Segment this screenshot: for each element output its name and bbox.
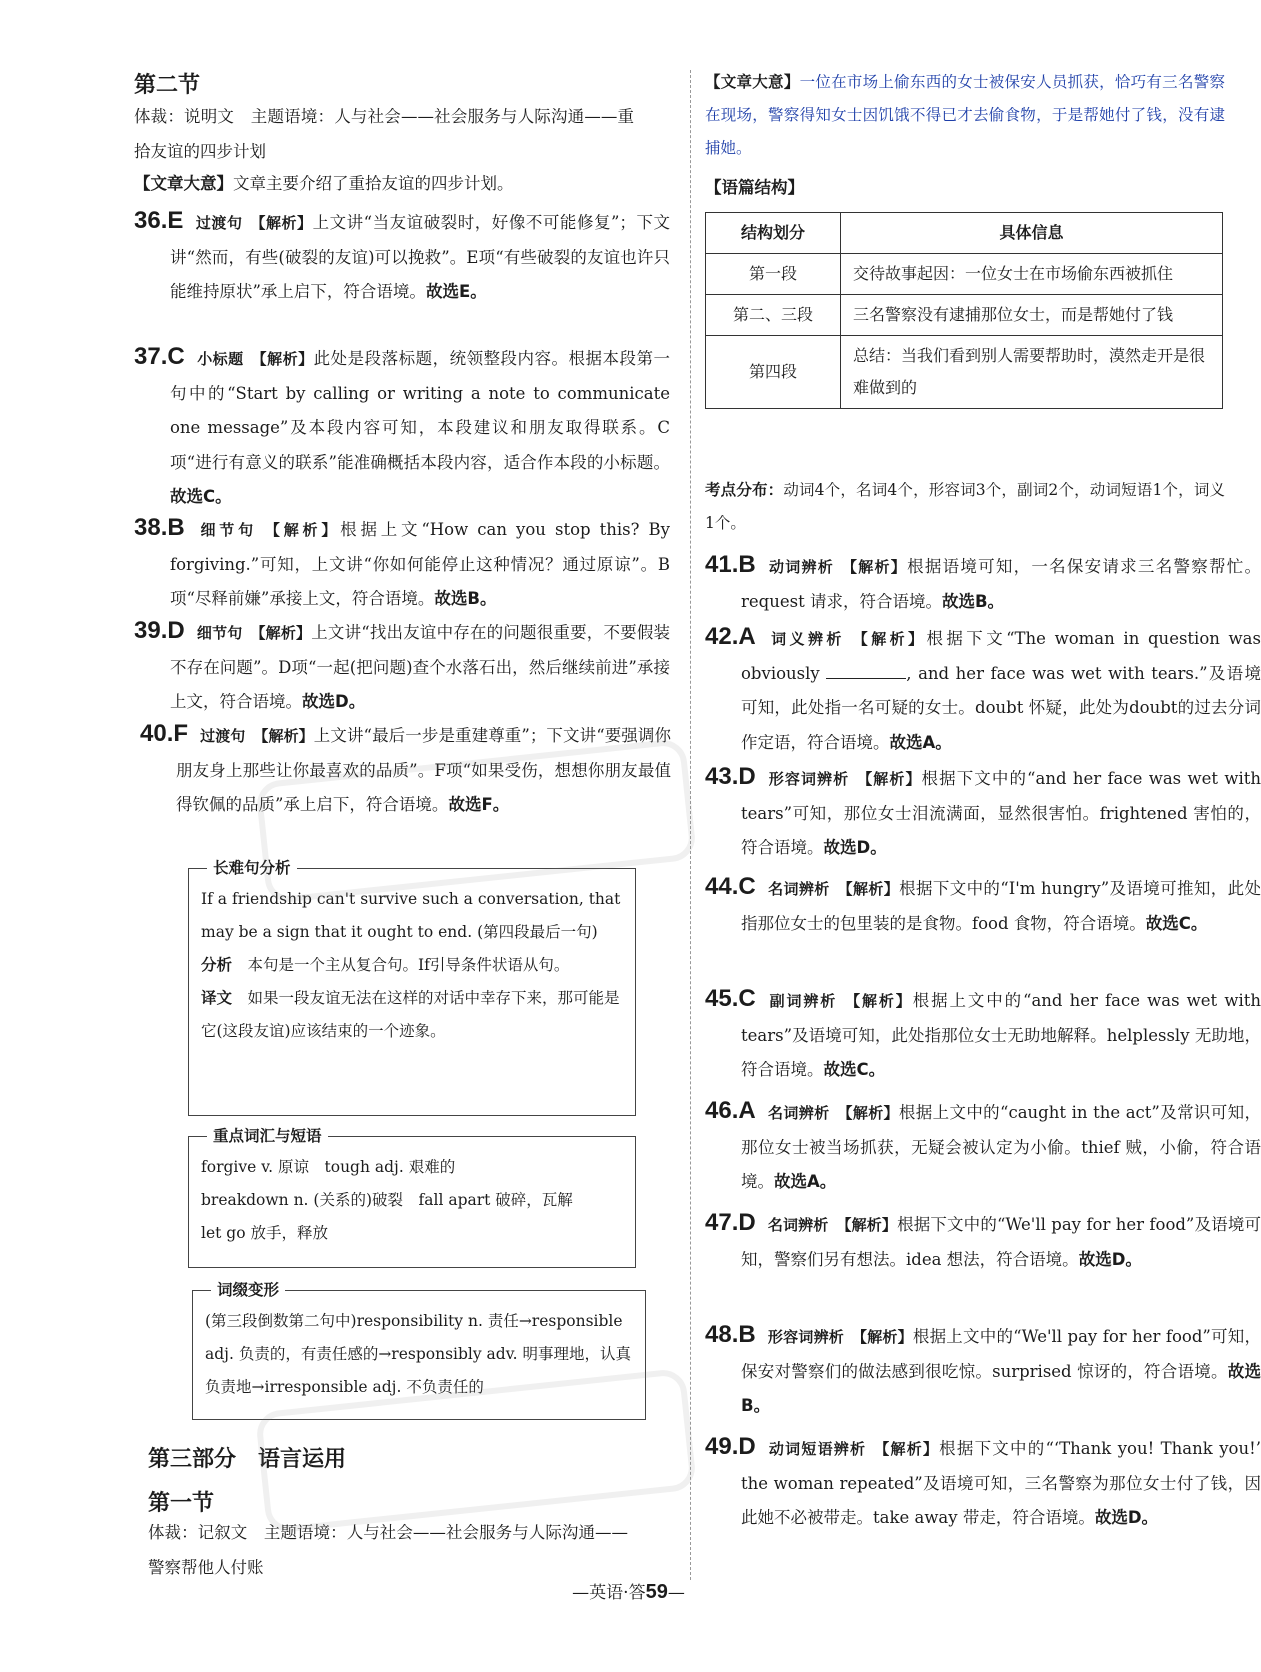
section-genre: 体裁：说明文 主题语境：人与社会——社会服务与人际沟通——重拾友谊的四步计划 bbox=[134, 107, 634, 161]
answer-45 bbox=[705, 982, 1261, 1088]
answer-number: 39.D bbox=[134, 617, 185, 644]
vocab-item: breakdown n. (关系的)破裂 bbox=[201, 1191, 403, 1209]
answer-choice: 故选D。 bbox=[1094, 1508, 1159, 1527]
box-title: 长难句分析 bbox=[207, 856, 297, 878]
question-type: 过渡句 bbox=[195, 214, 243, 232]
analysis-text: 根据下文中的“‘Thank you! Thank you!’ the woman repeated”及语境可知，三名警察为那位女士付了钱，因此她不必被带走。take away 带走，符合语境。 bbox=[741, 1439, 1261, 1527]
analysis-text: 本句是一个主从复合句。If引导条件状语从句。 bbox=[247, 956, 570, 974]
answer-41 bbox=[705, 548, 1261, 619]
summary-tag: 【文章大意】 bbox=[134, 174, 233, 193]
section-title: 第二节 bbox=[134, 73, 201, 98]
analysis-tag: 【解析】 bbox=[264, 521, 341, 539]
vocab-line: let go 放手，释放 bbox=[201, 1224, 328, 1242]
analysis-tag: 【解析】 bbox=[250, 624, 312, 642]
summary-text: 文章主要介绍了重拾友谊的四步计划。 bbox=[233, 174, 514, 193]
answer-number: 37.C bbox=[134, 343, 185, 370]
answer-choice: 故选D。 bbox=[302, 692, 366, 711]
translation-label: 译文 bbox=[201, 989, 233, 1007]
answer-number: 40.F bbox=[140, 720, 189, 747]
test-point-label: 考点分布： bbox=[705, 481, 784, 499]
answer-46 bbox=[705, 1094, 1261, 1200]
blank-line bbox=[826, 664, 906, 679]
analysis-text: 根据下文中的“We'll pay for her food”及语境可知，警察们另有想法。idea 想法，符合语境。 bbox=[741, 1215, 1261, 1269]
table-row bbox=[706, 254, 1223, 295]
analysis-tag: 【解析】 bbox=[251, 350, 314, 368]
answer-number: 43.D bbox=[705, 763, 756, 790]
table-cell: 第一段 bbox=[706, 254, 841, 295]
answer-choice: 故选A。 bbox=[774, 1172, 837, 1191]
section-genre: 体裁：记叙文 主题语境：人与社会——社会服务与人际沟通——警察帮他人付账 bbox=[148, 1523, 628, 1577]
question-type: 形容词辨析 bbox=[767, 1328, 844, 1346]
analysis-tag: 【解析】 bbox=[845, 992, 913, 1010]
analysis-tag: 【解析】 bbox=[253, 727, 314, 745]
analysis-tag: 【解析】 bbox=[250, 214, 313, 232]
answer-choice: 故选D。 bbox=[823, 838, 887, 857]
answer-number: 49.D bbox=[705, 1433, 756, 1460]
analysis-text: 上文讲“找出友谊中存在的问题很重要，不要假装不存在问题”。D项“一起(把问题)查个水落石出，然后继续前进”承接上文，符合语境。 bbox=[170, 623, 670, 711]
answer-number: 46.A bbox=[705, 1097, 756, 1124]
question-type: 细节句 bbox=[196, 521, 257, 539]
question-type: 细节句 bbox=[196, 624, 243, 642]
answer-number: 41.B bbox=[705, 551, 756, 578]
analysis-tag: 【解析】 bbox=[837, 880, 900, 898]
answer-choice: 故选A。 bbox=[889, 732, 952, 752]
analysis-text: 此处是段落标题，统领整段内容。根据本段第一句中的“Start by calling or writing a note to communicate one message”及本段内容可知，本段建议和朋友取得联系。C项“进行有意义的联系”能准确概括本段内容，适合作本段的小标题。 bbox=[170, 349, 670, 472]
answer-number: 36.E bbox=[134, 207, 184, 234]
analysis-tag: 【解析】 bbox=[842, 558, 908, 576]
analysis-text: , and her face was wet with tears.”及语境可知，此处指一名可疑的女士。doubt 怀疑，此处为doubt的过去分词作定语，符合语境。 bbox=[741, 663, 1261, 752]
analysis-tag: 【解析】 bbox=[852, 630, 927, 648]
test-point-text: 动词4个，名词4个，形容词3个，副词2个，动词短语1个，词义1个。 bbox=[705, 481, 1225, 532]
vocabulary-box bbox=[188, 1127, 636, 1268]
answer-choice: 故选F。 bbox=[448, 795, 510, 814]
answer-47 bbox=[705, 1206, 1261, 1277]
table-cell: 三名警察没有逮捕那位女士，而是帮她付了钱 bbox=[841, 295, 1223, 336]
long-sentence-box bbox=[188, 859, 636, 1116]
question-type: 形容词辨析 bbox=[767, 770, 850, 788]
answer-number: 47.D bbox=[705, 1209, 756, 1236]
vocab-line bbox=[201, 1151, 621, 1184]
page-number: 59 bbox=[645, 1581, 668, 1603]
table-cell: 第四段 bbox=[706, 336, 841, 409]
answer-choice: 故选D。 bbox=[1078, 1249, 1142, 1269]
structure-tag bbox=[705, 171, 804, 206]
analysis-label: 分析 bbox=[201, 956, 233, 974]
analysis-text: 上文讲“最后一步是重建尊重”；下文讲“要强调你朋友身上那些让你最喜欢的品质”。F项“如果受伤，想想你朋友最值得钦佩的品质”承上启下，符合语境。 bbox=[176, 726, 671, 814]
article-summary bbox=[134, 167, 639, 202]
answer-48 bbox=[705, 1318, 1261, 1424]
page-footer bbox=[0, 1578, 1257, 1604]
section-title: 第一节 bbox=[148, 1491, 215, 1516]
table-row bbox=[706, 295, 1223, 336]
answer-choice: 故选B。 bbox=[741, 1361, 1261, 1415]
summary-text: 一位在市场上偷东西的女士被保安人员抓获，恰巧有三名警察在现场，警察得知女士因饥饿不得已才去偷食物，于是帮她付了钱，没有逮捕她。 bbox=[705, 73, 1225, 157]
structure-label: 【语篇结构】 bbox=[705, 178, 804, 197]
part-title: 第三部分 语言运用 bbox=[148, 1447, 347, 1472]
answer-38 bbox=[134, 511, 670, 617]
vocab-item: forgive v. 原谅 bbox=[201, 1158, 309, 1176]
summary-tag: 【文章大意】 bbox=[705, 73, 800, 91]
footer-subject: —英语·答 bbox=[572, 1583, 646, 1603]
footer-dash: — bbox=[667, 1583, 685, 1603]
structure-table bbox=[705, 212, 1223, 409]
table-cell: 第二、三段 bbox=[706, 295, 841, 336]
answer-43 bbox=[705, 760, 1261, 866]
analysis-tag: 【解析】 bbox=[837, 1104, 899, 1122]
answer-number: 42.A bbox=[705, 623, 756, 650]
question-type: 词义辨析 bbox=[767, 630, 845, 648]
analysis-text: 根据下文“The woman in question was obviously bbox=[741, 629, 1261, 683]
answer-choice: 故选C。 bbox=[823, 1060, 886, 1079]
analysis-text: 根据上文中的“and her face was wet with tears”及语境可知，此处指那位女士无助地解释。helplessly 无助地，符合语境。 bbox=[741, 991, 1261, 1079]
analysis-tag: 【解析】 bbox=[857, 770, 922, 788]
test-point-distribution bbox=[705, 474, 1225, 540]
answer-choice: 故选E。 bbox=[425, 282, 487, 301]
box-content bbox=[201, 1151, 621, 1250]
answer-number: 44.C bbox=[705, 873, 756, 900]
answer-36 bbox=[134, 204, 670, 310]
answer-42 bbox=[705, 620, 1261, 760]
question-type: 名词辨析 bbox=[767, 880, 830, 898]
answer-44 bbox=[705, 870, 1261, 941]
analysis-text: 上文讲“当友谊破裂时，好像不可能修复”；下文讲“然而，有些(破裂的友谊)可以挽救”。E项“有些破裂的友谊也许只能维持原状”承上启下，符合语境。 bbox=[170, 213, 670, 301]
box-content bbox=[201, 883, 621, 1048]
answer-choice: 故选C。 bbox=[1145, 913, 1208, 933]
table-cell: 交待故事起因：一位女士在市场偷东西被抓住 bbox=[841, 254, 1223, 295]
vocab-item: tough adj. 艰难的 bbox=[324, 1158, 456, 1176]
question-type: 名词辨析 bbox=[767, 1104, 830, 1122]
question-type: 小标题 bbox=[196, 350, 244, 368]
question-type: 动词辨析 bbox=[767, 558, 835, 576]
analysis-tag: 【解析】 bbox=[836, 1216, 898, 1234]
table-cell: 总结：当我们看到别人需要帮助时，漠然走开是很难做到的 bbox=[841, 336, 1223, 409]
answer-37 bbox=[134, 340, 670, 515]
analysis-tag: 【解析】 bbox=[852, 1328, 913, 1346]
affix-text: (第三段倒数第二句中)responsibility n. 责任→responsible adj. 负责的，有责任感的→responsibly adv. 明事理地，认真负责地→irresponsible adj. 不负责任的 bbox=[205, 1312, 631, 1396]
translation-text: 如果一段友谊无法在这样的对话中幸存下来，那可能是它(这段友谊)应该结束的一个迹象。 bbox=[201, 989, 620, 1040]
answer-choice: 故选B。 bbox=[941, 591, 1005, 611]
question-type: 动词短语辨析 bbox=[767, 1440, 867, 1458]
table-header: 结构划分 bbox=[706, 213, 841, 254]
answer-number: 45.C bbox=[705, 985, 756, 1012]
analysis-text: 根据下文中的“and her face was wet with tears”可知，那位女士泪流满面，显然很害怕。frightened 害怕的，符合语境。 bbox=[741, 769, 1261, 857]
question-type: 过渡句 bbox=[200, 727, 246, 745]
answer-number: 48.B bbox=[705, 1321, 756, 1348]
answer-choice: 故选C。 bbox=[170, 487, 232, 506]
analysis-tag: 【解析】 bbox=[874, 1440, 940, 1458]
article-summary bbox=[705, 66, 1225, 165]
question-type: 名词辨析 bbox=[767, 1216, 829, 1234]
vocab-item: fall apart 破碎，瓦解 bbox=[418, 1191, 573, 1209]
table-header-row bbox=[706, 213, 1223, 254]
vocab-line bbox=[201, 1184, 621, 1217]
box-title: 词缀变形 bbox=[211, 1278, 285, 1300]
analysis-line bbox=[201, 949, 621, 982]
analysis-text: 根据语境可知，一名保安请求三名警察帮忙。request 请求，符合语境。 bbox=[741, 557, 1261, 611]
analysis-text: 根据上文中的“We'll pay for her food”可知，保安对警察们的做法感到很吃惊。surprised 惊讶的，符合语境。 bbox=[741, 1327, 1261, 1381]
analysis-text: 根据上文中的“caught in the act”及常识可知，那位女士被当场抓获，无疑会被认定为小偷。thief 贼，小偷，符合语境。 bbox=[741, 1103, 1261, 1191]
analysis-text: 根据下文中的“I'm hungry”及语境可推知，此处指那位女士的包里装的是食物。food 食物，符合语境。 bbox=[741, 879, 1261, 933]
answer-choice: 故选B。 bbox=[434, 589, 497, 608]
analysis-text: 根据上文“How can you stop this? By forgiving.”可知，上文讲“你如何能停止这种情况？通过原谅”。B项“尽释前嫌”承接上文，符合语境。 bbox=[170, 520, 670, 608]
question-type: 副词辨析 bbox=[767, 992, 838, 1010]
table-header: 具体信息 bbox=[841, 213, 1223, 254]
answer-39 bbox=[134, 614, 670, 720]
table-row bbox=[706, 336, 1223, 409]
answer-49 bbox=[705, 1430, 1261, 1536]
example-sentence: If a friendship can't survive such a conversation, that may be a sign that it ought to end. (第四段最后一句) bbox=[201, 890, 621, 941]
answer-number: 38.B bbox=[134, 514, 185, 541]
box-title: 重点词汇与短语 bbox=[207, 1124, 328, 1146]
translation-line bbox=[201, 982, 621, 1048]
